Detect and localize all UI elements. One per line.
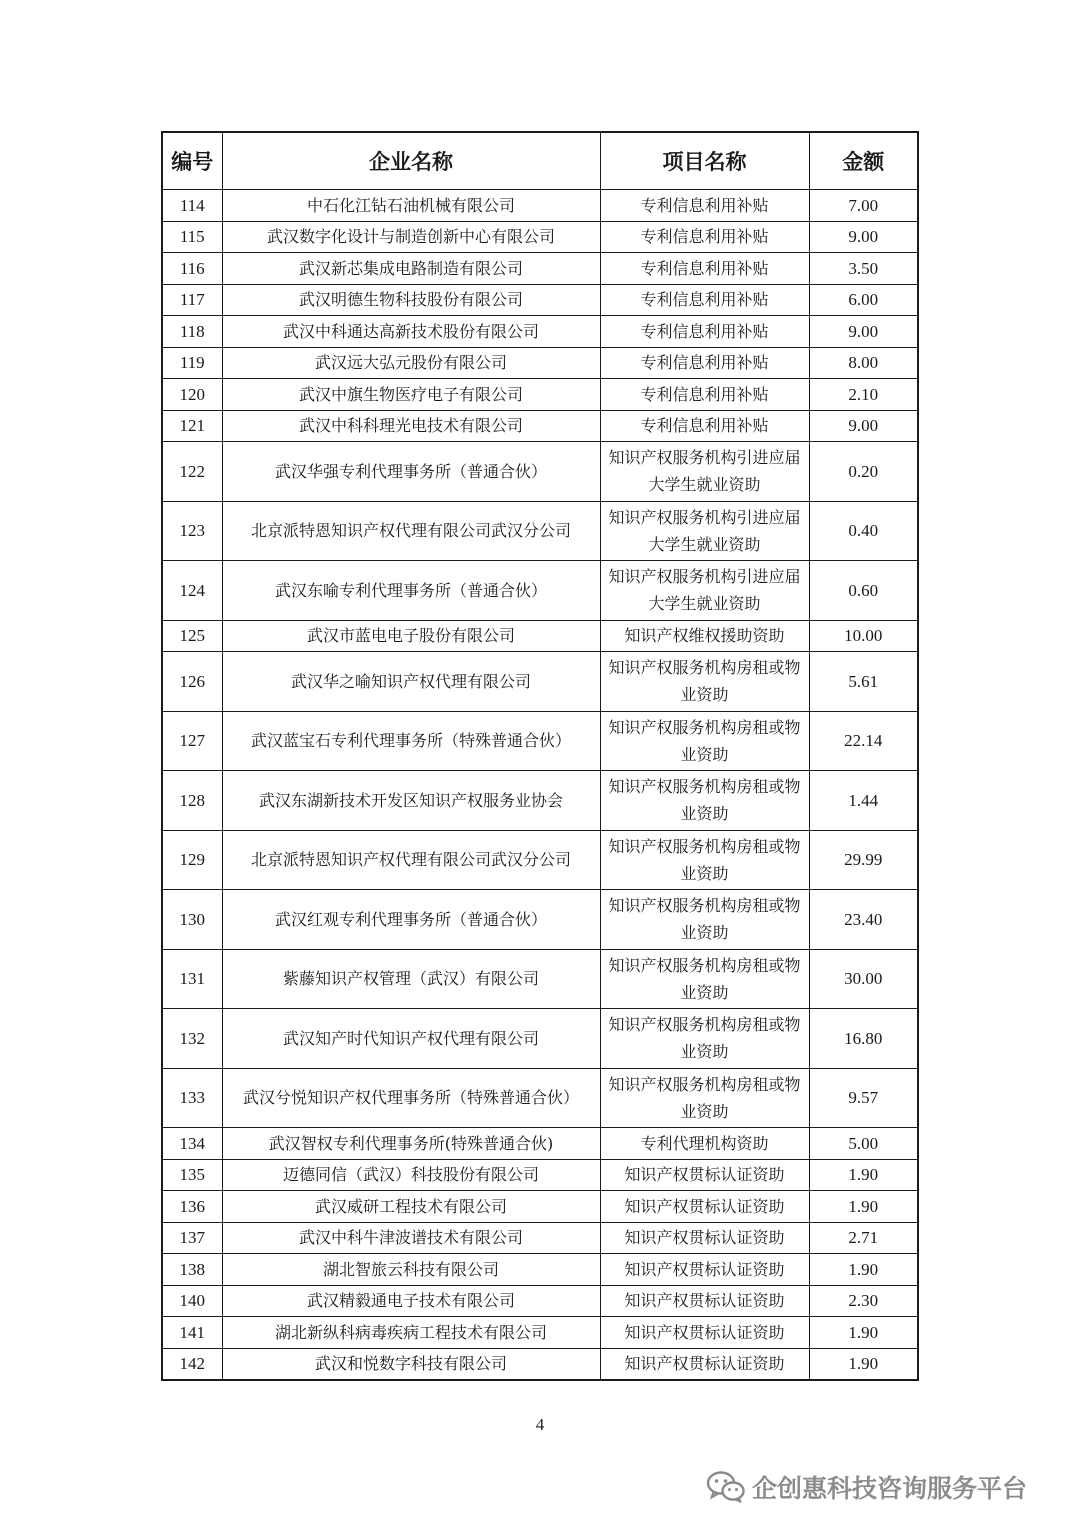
table-row	[162, 830, 918, 890]
row-number: 117	[162, 284, 222, 316]
row-project: 专利信息利用补贴	[600, 316, 809, 348]
row-amount: 9.57	[809, 1068, 918, 1128]
row-number: 132	[162, 1009, 222, 1069]
header-project: 项目名称	[600, 132, 809, 190]
row-amount: 7.00	[809, 190, 918, 222]
row-amount: 9.00	[809, 316, 918, 348]
row-amount: 1.90	[809, 1191, 918, 1223]
row-company: 迈德同信（武汉）科技股份有限公司	[222, 1159, 600, 1191]
row-amount: 9.00	[809, 221, 918, 253]
row-project: 知识产权服务机构房租或物业资助	[600, 1068, 809, 1128]
row-number: 127	[162, 711, 222, 771]
row-number: 122	[162, 442, 222, 502]
table-header	[162, 132, 918, 190]
table-row	[162, 949, 918, 1009]
table-row	[162, 1254, 918, 1286]
table-row	[162, 316, 918, 348]
row-amount: 23.40	[809, 890, 918, 950]
row-number: 123	[162, 501, 222, 561]
table-row	[162, 771, 918, 831]
row-number: 126	[162, 652, 222, 712]
row-project: 知识产权服务机构引进应届大学生就业资助	[600, 442, 809, 502]
row-number: 114	[162, 190, 222, 222]
row-company: 武汉精毅通电子技术有限公司	[222, 1285, 600, 1317]
row-project: 知识产权贯标认证资助	[600, 1254, 809, 1286]
table-row	[162, 1068, 918, 1128]
row-project: 知识产权贯标认证资助	[600, 1222, 809, 1254]
row-number: 133	[162, 1068, 222, 1128]
row-number: 121	[162, 410, 222, 442]
table-body	[162, 190, 918, 1381]
row-project: 知识产权服务机构房租或物业资助	[600, 830, 809, 890]
row-number: 136	[162, 1191, 222, 1223]
row-number: 135	[162, 1159, 222, 1191]
row-project: 专利信息利用补贴	[600, 221, 809, 253]
row-number: 125	[162, 620, 222, 652]
row-number: 115	[162, 221, 222, 253]
table-row	[162, 1222, 918, 1254]
table-row	[162, 347, 918, 379]
row-project: 专利信息利用补贴	[600, 410, 809, 442]
row-company: 武汉和悦数字科技有限公司	[222, 1348, 600, 1380]
subsidy-table	[161, 131, 919, 1381]
row-number: 141	[162, 1317, 222, 1349]
row-amount: 10.00	[809, 620, 918, 652]
table-row	[162, 284, 918, 316]
row-number: 142	[162, 1348, 222, 1380]
row-number: 116	[162, 253, 222, 285]
row-project: 专利信息利用补贴	[600, 347, 809, 379]
row-project: 知识产权服务机构引进应届大学生就业资助	[600, 501, 809, 561]
wechat-icon	[706, 1470, 746, 1504]
row-company: 北京派特恩知识产权代理有限公司武汉分公司	[222, 830, 600, 890]
table-row	[162, 221, 918, 253]
row-project: 知识产权服务机构房租或物业资助	[600, 949, 809, 1009]
row-company: 武汉中旗生物医疗电子有限公司	[222, 379, 600, 411]
row-number: 118	[162, 316, 222, 348]
row-project: 知识产权贯标认证资助	[600, 1191, 809, 1223]
row-amount: 22.14	[809, 711, 918, 771]
watermark-text: 企创惠科技咨询服务平台	[752, 1474, 1028, 1503]
row-company: 武汉中科科理光电技术有限公司	[222, 410, 600, 442]
row-amount: 1.90	[809, 1317, 918, 1349]
row-number: 129	[162, 830, 222, 890]
row-project: 知识产权维权援助资助	[600, 620, 809, 652]
row-company: 武汉智权专利代理事务所(特殊普通合伙)	[222, 1128, 600, 1160]
row-project: 知识产权服务机构引进应届大学生就业资助	[600, 561, 809, 621]
row-company: 湖北新纵科病毒疾病工程技术有限公司	[222, 1317, 600, 1349]
row-company: 武汉东喻专利代理事务所（普通合伙）	[222, 561, 600, 621]
row-amount: 9.00	[809, 410, 918, 442]
table-row	[162, 253, 918, 285]
row-amount: 5.00	[809, 1128, 918, 1160]
table-row	[162, 190, 918, 222]
table-row	[162, 890, 918, 950]
table-row	[162, 1348, 918, 1380]
row-company: 紫藤知识产权管理（武汉）有限公司	[222, 949, 600, 1009]
row-number: 138	[162, 1254, 222, 1286]
row-project: 专利代理机构资助	[600, 1128, 809, 1160]
row-company: 武汉新芯集成电路制造有限公司	[222, 253, 600, 285]
row-company: 武汉东湖新技术开发区知识产权服务业协会	[222, 771, 600, 831]
row-amount: 29.99	[809, 830, 918, 890]
row-project: 专利信息利用补贴	[600, 190, 809, 222]
row-company: 武汉明德生物科技股份有限公司	[222, 284, 600, 316]
row-project: 知识产权服务机构房租或物业资助	[600, 890, 809, 950]
row-company: 武汉红观专利代理事务所（普通合伙）	[222, 890, 600, 950]
row-company: 武汉蓝宝石专利代理事务所（特殊普通合伙）	[222, 711, 600, 771]
row-project: 专利信息利用补贴	[600, 284, 809, 316]
row-number: 137	[162, 1222, 222, 1254]
table-row	[162, 561, 918, 621]
row-company: 武汉远大弘元股份有限公司	[222, 347, 600, 379]
row-project: 知识产权服务机构房租或物业资助	[600, 771, 809, 831]
row-amount: 0.20	[809, 442, 918, 502]
row-project: 知识产权服务机构房租或物业资助	[600, 1009, 809, 1069]
table-row	[162, 501, 918, 561]
row-company: 湖北智旅云科技有限公司	[222, 1254, 600, 1286]
row-amount: 1.90	[809, 1348, 918, 1380]
row-amount: 1.90	[809, 1254, 918, 1286]
table-row	[162, 1009, 918, 1069]
row-amount: 5.61	[809, 652, 918, 712]
row-amount: 16.80	[809, 1009, 918, 1069]
row-amount: 6.00	[809, 284, 918, 316]
header-company: 企业名称	[222, 132, 600, 190]
row-number: 134	[162, 1128, 222, 1160]
table-row	[162, 410, 918, 442]
row-company: 中石化江钻石油机械有限公司	[222, 190, 600, 222]
row-company: 北京派特恩知识产权代理有限公司武汉分公司	[222, 501, 600, 561]
row-amount: 1.44	[809, 771, 918, 831]
row-company: 武汉数字化设计与制造创新中心有限公司	[222, 221, 600, 253]
table-row	[162, 620, 918, 652]
row-amount: 2.71	[809, 1222, 918, 1254]
row-project: 知识产权贯标认证资助	[600, 1285, 809, 1317]
row-amount: 2.10	[809, 379, 918, 411]
row-amount: 2.30	[809, 1285, 918, 1317]
row-company: 武汉兮悦知识产权代理事务所（特殊普通合伙）	[222, 1068, 600, 1128]
row-number: 131	[162, 949, 222, 1009]
row-number: 120	[162, 379, 222, 411]
row-amount: 30.00	[809, 949, 918, 1009]
table-row	[162, 1285, 918, 1317]
table-row	[162, 1128, 918, 1160]
row-company: 武汉中科牛津波谱技术有限公司	[222, 1222, 600, 1254]
row-project: 专利信息利用补贴	[600, 253, 809, 285]
row-project: 知识产权贯标认证资助	[600, 1348, 809, 1380]
row-company: 武汉市蓝电电子股份有限公司	[222, 620, 600, 652]
row-amount: 0.60	[809, 561, 918, 621]
table-row	[162, 652, 918, 712]
row-amount: 8.00	[809, 347, 918, 379]
row-project: 知识产权贯标认证资助	[600, 1159, 809, 1191]
table-row	[162, 1191, 918, 1223]
row-company: 武汉知产时代知识产权代理有限公司	[222, 1009, 600, 1069]
row-company: 武汉威研工程技术有限公司	[222, 1191, 600, 1223]
page-number: 4	[535, 1415, 545, 1434]
row-amount: 1.90	[809, 1159, 918, 1191]
header-amount: 金额	[809, 132, 918, 190]
table-row	[162, 1159, 918, 1191]
row-project: 知识产权服务机构房租或物业资助	[600, 652, 809, 712]
row-project: 知识产权服务机构房租或物业资助	[600, 711, 809, 771]
row-number: 119	[162, 347, 222, 379]
table-row	[162, 1317, 918, 1349]
row-amount: 0.40	[809, 501, 918, 561]
row-number: 130	[162, 890, 222, 950]
header-number: 编号	[162, 132, 222, 190]
row-company: 武汉华强专利代理事务所（普通合伙）	[222, 442, 600, 502]
watermark	[706, 1467, 1027, 1507]
row-project: 知识产权贯标认证资助	[600, 1317, 809, 1349]
row-project: 专利信息利用补贴	[600, 379, 809, 411]
row-number: 140	[162, 1285, 222, 1317]
row-number: 128	[162, 771, 222, 831]
row-number: 124	[162, 561, 222, 621]
table-row	[162, 442, 918, 502]
table-row	[162, 711, 918, 771]
row-company: 武汉中科通达高新技术股份有限公司	[222, 316, 600, 348]
row-company: 武汉华之喻知识产权代理有限公司	[222, 652, 600, 712]
table-row	[162, 379, 918, 411]
row-amount: 3.50	[809, 253, 918, 285]
